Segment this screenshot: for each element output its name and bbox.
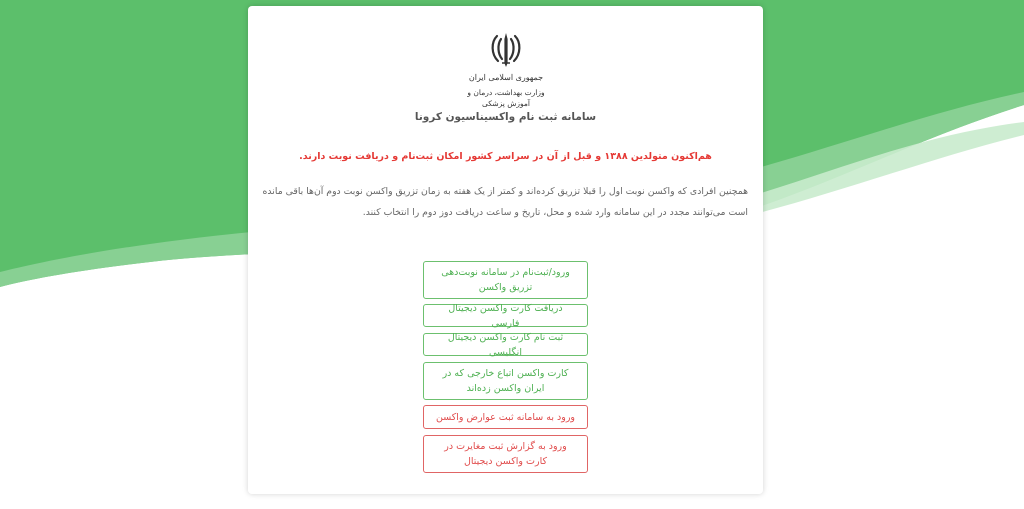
- persian-digital-card-button[interactable]: دریافت کارت واکسن دیجیتال فارسی: [423, 304, 588, 327]
- english-digital-card-button[interactable]: ثبت نام کارت واکسن دیجیتال انگلیسی: [423, 333, 588, 356]
- iran-emblem-icon: [488, 30, 524, 70]
- ministry-line-1: جمهوری اسلامی ایران: [468, 73, 544, 82]
- ministry-logo-text: [456, 72, 556, 109]
- notice-text: هم‌اکنون متولدین ۱۳۸۸ و قبل از آن در سراسر کشور امکان ثبت‌نام و دریافت نوبت دارند.: [299, 151, 712, 162]
- vaccine-booking-login-button[interactable]: ورود/ثبت‌نام در سامانه نوبت‌دهی تزریق واکسن: [423, 261, 588, 299]
- side-effects-report-button[interactable]: ورود به سامانه ثبت عوارض واکسن: [423, 405, 588, 429]
- ministry-line-2: وزارت بهداشت، درمان و آموزش پزشکی: [467, 88, 545, 108]
- description-text: همچنین افرادی که واکسن نوبت اول را قبلا تزریق کرده‌اند و کمتر از یک هفته به زمان تزریق واکسن نوبت دوم آن‌ها باقی مانده است می‌توانند مجدد در این سامانه وارد شده و محل، تاریخ و ساعت دریافت دوز دوم را انتخاب کنند.: [262, 186, 748, 218]
- page-title: سامانه ثبت نام واکسیناسیون کرونا: [414, 111, 597, 123]
- card-discrepancy-report-button[interactable]: ورود به گزارش ثبت مغایرت در کارت واکسن دیجیتال: [423, 435, 588, 473]
- foreign-nationals-card-button[interactable]: کارت واکسن اتباع خارجی که در ایران واکسن زده‌اند: [423, 362, 588, 400]
